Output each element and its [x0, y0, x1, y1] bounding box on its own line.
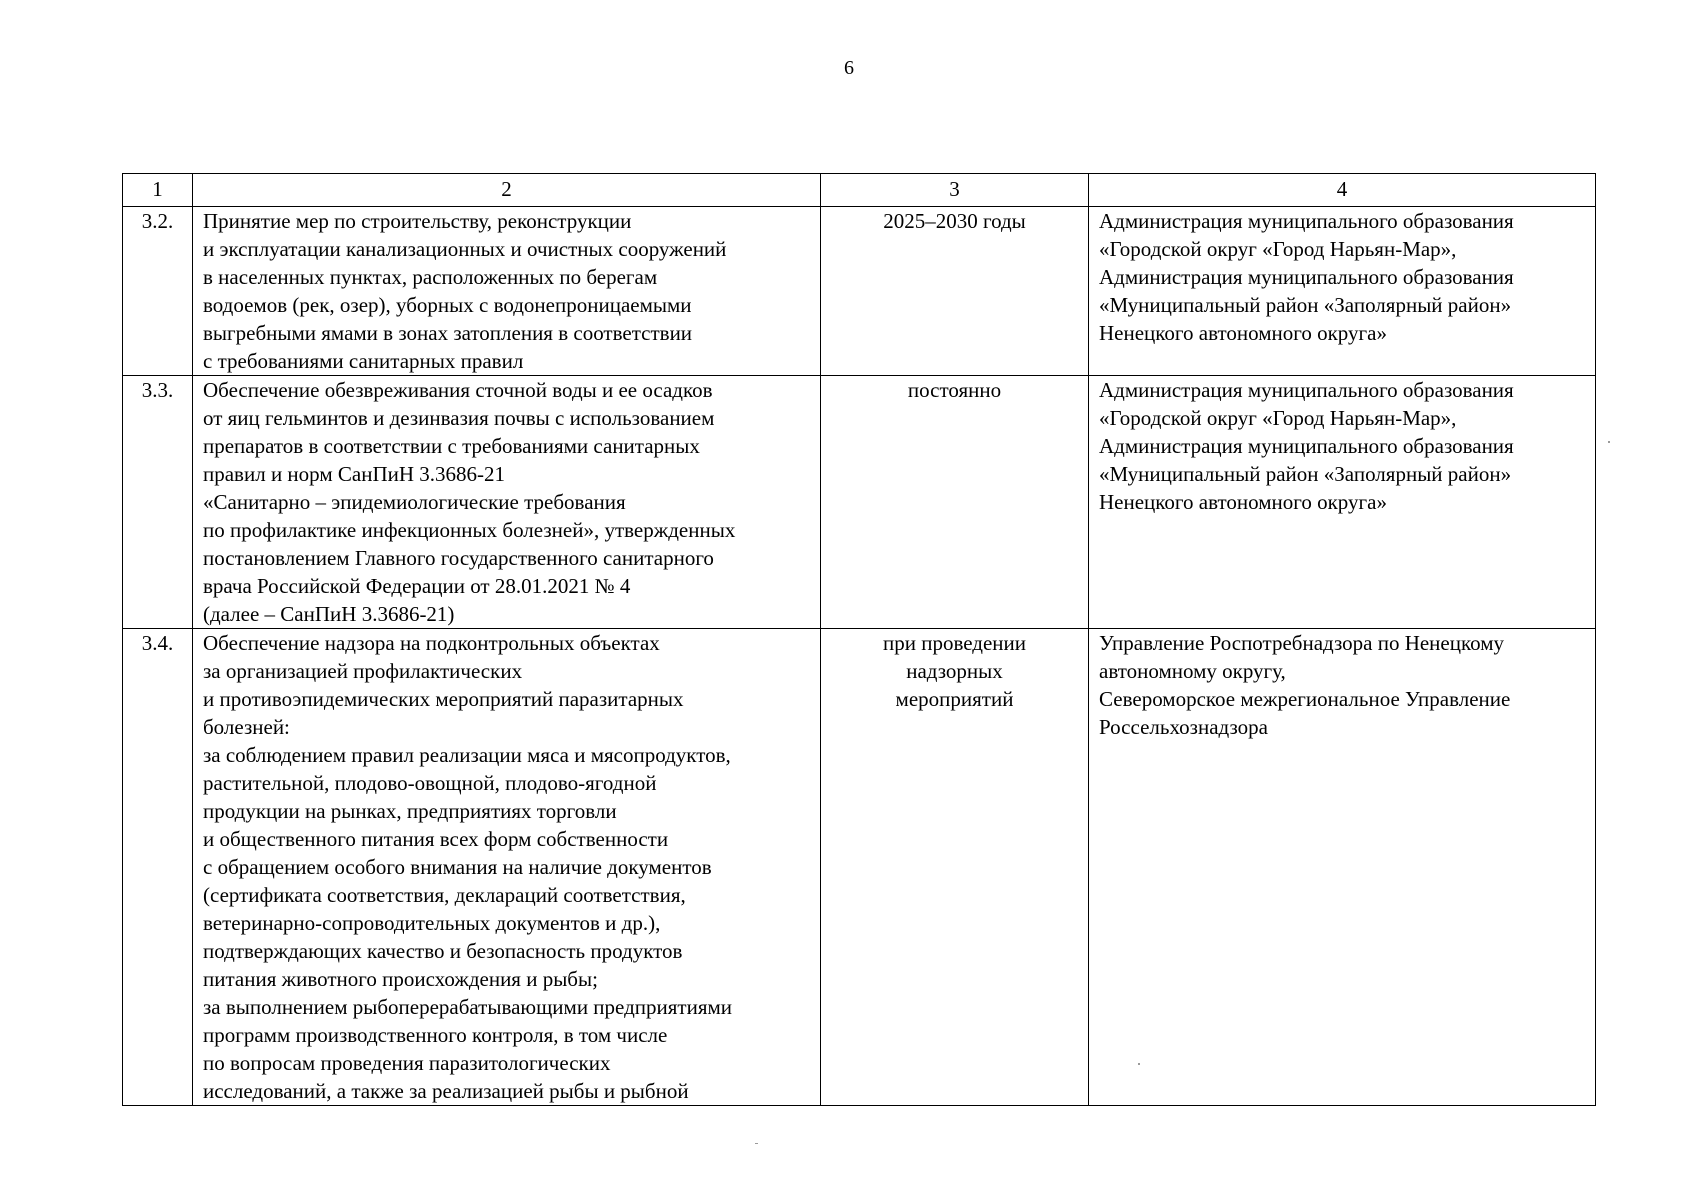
action-line: (далее – СанПиН 3.3686-21)	[203, 602, 455, 626]
table-header-row	[123, 174, 1596, 207]
item-number: 3.3.	[123, 376, 193, 629]
item-number: 3.2.	[123, 207, 193, 376]
action-line: с требованиями санитарных правил	[203, 349, 524, 373]
action-line: болезней:	[203, 715, 290, 739]
responsible-line: «Муниципальный район «Заполярный район»	[1099, 462, 1512, 486]
page-number: 6	[844, 57, 854, 79]
responsible-line: Ненецкого автономного округа»	[1099, 321, 1387, 345]
responsible-cell	[1089, 629, 1596, 1106]
action-line: постановлением Главного государственного санитарного	[203, 546, 714, 570]
action-line: по профилактике инфекционных болезней», утвержденных	[203, 518, 736, 542]
responsible-line: автономному округу,	[1099, 659, 1286, 683]
responsible-cell	[1089, 376, 1596, 629]
action-line: продукции на рынках, предприятиях торговли	[203, 799, 617, 823]
action-line: врача Российской Федерации от 28.01.2021 № 4	[203, 574, 631, 598]
term-cell	[821, 629, 1089, 1106]
table-row	[123, 376, 1596, 629]
action-line: Обеспечение надзора на подконтрольных объектах	[203, 631, 660, 655]
action-line: правил и норм СанПиН 3.3686-21	[203, 462, 506, 486]
action-line: растительной, плодово-овощной, плодово-ягодной	[203, 771, 657, 795]
scan-speck	[755, 1143, 758, 1144]
action-line: подтверждающих качество и безопасность продуктов	[203, 939, 683, 963]
action-line: за организацией профилактических	[203, 659, 523, 683]
responsible-line: Управление Роспотребнадзора по Ненецкому	[1099, 631, 1505, 655]
term-line: 2025–2030 годы	[883, 209, 1026, 233]
term-line: постоянно	[907, 378, 1002, 402]
scan-speck	[1608, 441, 1610, 443]
term-cell	[821, 376, 1089, 629]
responsible-line: Администрация муниципального образования	[1099, 434, 1514, 458]
action-line: питания животного происхождения и рыбы;	[203, 967, 598, 991]
action-line: с обращением особого внимания на наличие документов	[203, 855, 712, 879]
action-line: от яиц гельминтов и дезинвазия почвы с использованием	[203, 406, 715, 430]
action-line: водоемов (рек, озер), уборных с водонепроницаемыми	[203, 293, 692, 317]
action-line: ветеринарно-сопроводительных документов и др.),	[203, 911, 661, 935]
action-line: исследований, а также за реализацией рыбы и рыбной	[203, 1079, 689, 1103]
column-header-4: 4	[1089, 174, 1596, 207]
action-line: и общественного питания всех форм собственности	[203, 827, 669, 851]
responsible-line: «Муниципальный район «Заполярный район»	[1099, 293, 1512, 317]
action-line: за соблюдением правил реализации мяса и мясопродуктов,	[203, 743, 731, 767]
responsible-line: «Городской округ «Город Нарьян-Мар»,	[1099, 237, 1457, 261]
term-line: мероприятий	[895, 687, 1014, 711]
action-line: Обеспечение обезвреживания сточной воды и ее осадков	[203, 378, 713, 402]
responsible-line: Администрация муниципального образования	[1099, 209, 1514, 233]
action-line: в населенных пунктах, расположенных по берегам	[203, 265, 658, 289]
action-cell	[193, 376, 821, 629]
measures-table	[122, 173, 1596, 1106]
action-cell	[193, 207, 821, 376]
action-line: «Санитарно – эпидемиологические требования	[203, 490, 626, 514]
term-line: надзорных	[906, 659, 1003, 683]
action-line: программ производственного контроля, в том числе	[203, 1023, 668, 1047]
action-cell	[193, 629, 821, 1106]
table-row	[123, 207, 1596, 376]
item-number: 3.4.	[123, 629, 193, 1106]
action-line: по вопросам проведения паразитологических	[203, 1051, 611, 1075]
action-line: Принятие мер по строительству, реконструкции	[203, 209, 632, 233]
column-header-2: 2	[193, 174, 821, 207]
action-line: выгребными ямами в зонах затопления в соответствии	[203, 321, 693, 345]
action-line: за выполнением рыбоперерабатывающими предприятиями	[203, 995, 733, 1019]
responsible-line: Североморское межрегиональное Управление	[1099, 687, 1511, 711]
responsible-cell	[1089, 207, 1596, 376]
column-header-1: 1	[123, 174, 193, 207]
responsible-line: Администрация муниципального образования	[1099, 378, 1514, 402]
action-line: и эксплуатации канализационных и очистных сооружений	[203, 237, 727, 261]
term-line: при проведении	[882, 631, 1027, 655]
table-row	[123, 629, 1596, 1106]
action-line: и противоэпидемических мероприятий паразитарных	[203, 687, 684, 711]
responsible-line: «Городской округ «Город Нарьян-Мар»,	[1099, 406, 1457, 430]
column-header-3: 3	[821, 174, 1089, 207]
responsible-line: Россельхознадзора	[1099, 715, 1268, 739]
action-line: (сертификата соответствия, деклараций соответствия,	[203, 883, 686, 907]
responsible-line: Ненецкого автономного округа»	[1099, 490, 1387, 514]
scan-speck	[1138, 1063, 1140, 1065]
action-line: препаратов в соответствии с требованиями санитарных	[203, 434, 700, 458]
term-cell	[821, 207, 1089, 376]
responsible-line: Администрация муниципального образования	[1099, 265, 1514, 289]
